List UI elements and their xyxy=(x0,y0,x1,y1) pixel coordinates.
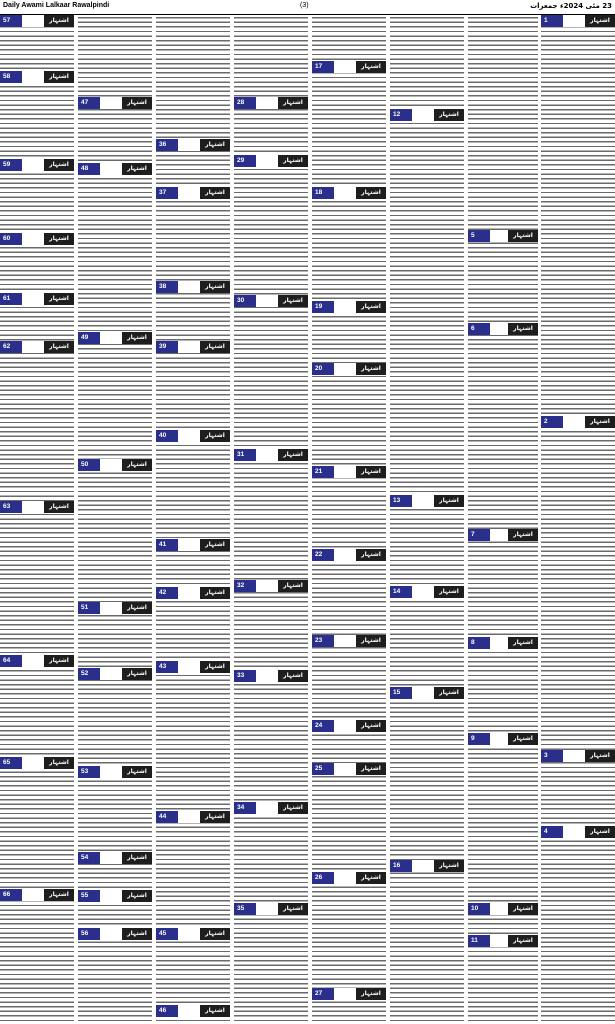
ad-header xyxy=(468,323,538,335)
ad-header-gap xyxy=(490,230,508,242)
ad-header xyxy=(312,301,386,313)
ad-category-label: اشتہار xyxy=(278,802,308,814)
ad-category-label: اشتہار xyxy=(585,416,615,428)
ad-header xyxy=(156,928,230,940)
ad-header-gap xyxy=(563,416,585,428)
ad-category-label: اشتہار xyxy=(44,71,74,83)
ad-number: 18 xyxy=(312,187,334,199)
ad-category-label: اشتہار xyxy=(122,97,152,109)
ad-category-label: اشتہار xyxy=(200,139,230,151)
ad-header-gap xyxy=(100,163,122,175)
ad-number: 41 xyxy=(156,539,178,551)
ad-category-label: اشتہار xyxy=(200,430,230,442)
ad-number: 55 xyxy=(78,890,100,902)
ad-header xyxy=(0,159,74,171)
ad-category-label: اشتہار xyxy=(122,602,152,614)
ad-number: 6 xyxy=(468,323,490,335)
ad-header xyxy=(541,826,615,838)
ad-header xyxy=(0,655,74,667)
ad-header xyxy=(234,155,308,167)
ad-header-gap xyxy=(256,449,278,461)
ad-number: 43 xyxy=(156,661,178,673)
ad-header xyxy=(78,602,152,614)
ad-header xyxy=(156,1005,230,1017)
ad-header-gap xyxy=(178,539,200,551)
ad-category-label: اشتہار xyxy=(356,363,386,375)
ad-header xyxy=(234,295,308,307)
ad-number: 51 xyxy=(78,602,100,614)
ad-header-gap xyxy=(334,872,356,884)
ad-category-label: اشتہار xyxy=(122,459,152,471)
ad-category-label: اشتہار xyxy=(278,903,308,915)
ad-header-gap xyxy=(334,763,356,775)
ad-category-label: اشتہار xyxy=(278,97,308,109)
ad-category-label: اشتہار xyxy=(508,903,538,915)
ad-number: 40 xyxy=(156,430,178,442)
ad-category-label: اشتہار xyxy=(200,187,230,199)
ad-header xyxy=(156,341,230,353)
ad-header-gap xyxy=(178,661,200,673)
ad-header-gap xyxy=(100,459,122,471)
ad-category-label: اشتہار xyxy=(122,890,152,902)
ad-header-gap xyxy=(22,159,44,171)
ad-category-label: اشتہار xyxy=(434,495,464,507)
ad-header-gap xyxy=(490,733,508,745)
ad-category-label: اشتہار xyxy=(434,586,464,598)
ad-number: 45 xyxy=(156,928,178,940)
column-4 xyxy=(234,15,308,1024)
ad-header xyxy=(78,163,152,175)
ad-header xyxy=(390,687,464,699)
ad-number: 13 xyxy=(390,495,412,507)
ad-header-gap xyxy=(22,889,44,901)
ad-header xyxy=(78,459,152,471)
ad-category-label: اشتہار xyxy=(356,61,386,73)
ad-header xyxy=(390,109,464,121)
ad-header-gap xyxy=(412,860,434,872)
ad-number: 28 xyxy=(234,97,256,109)
ad-header xyxy=(78,928,152,940)
ad-header-gap xyxy=(334,549,356,561)
ad-category-label: اشتہار xyxy=(585,826,615,838)
ad-number: 16 xyxy=(390,860,412,872)
ad-category-label: اشتہار xyxy=(200,811,230,823)
ad-number: 30 xyxy=(234,295,256,307)
ad-header-gap xyxy=(178,139,200,151)
ad-number: 32 xyxy=(234,580,256,592)
ad-category-label: اشتہار xyxy=(508,529,538,541)
ad-category-label: اشتہار xyxy=(44,501,74,513)
ad-number: 7 xyxy=(468,529,490,541)
column-1 xyxy=(0,15,74,1024)
ad-category-label: اشتہار xyxy=(278,580,308,592)
ad-number: 54 xyxy=(78,852,100,864)
ad-number: 10 xyxy=(468,903,490,915)
ad-header xyxy=(78,852,152,864)
ad-header-gap xyxy=(334,988,356,1000)
ad-header xyxy=(78,332,152,344)
ad-header-gap xyxy=(22,233,44,245)
ad-number: 52 xyxy=(78,668,100,680)
ad-number: 22 xyxy=(312,549,334,561)
ad-number: 15 xyxy=(390,687,412,699)
ad-category-label: اشتہار xyxy=(356,635,386,647)
ad-number: 26 xyxy=(312,872,334,884)
ad-category-label: اشتہار xyxy=(508,935,538,947)
ad-category-label: اشتہار xyxy=(434,860,464,872)
ad-header-gap xyxy=(100,852,122,864)
ad-number: 2 xyxy=(541,416,563,428)
ad-number: 29 xyxy=(234,155,256,167)
ad-number: 9 xyxy=(468,733,490,745)
ad-number: 5 xyxy=(468,230,490,242)
ad-header xyxy=(0,15,74,27)
ad-number: 24 xyxy=(312,720,334,732)
ad-number: 48 xyxy=(78,163,100,175)
ad-number: 12 xyxy=(390,109,412,121)
ad-header xyxy=(312,61,386,73)
ad-category-label: اشتہار xyxy=(44,293,74,305)
ad-header xyxy=(468,903,538,915)
ad-header-gap xyxy=(256,155,278,167)
ad-header-gap xyxy=(490,529,508,541)
ad-header-gap xyxy=(256,903,278,915)
ad-header xyxy=(234,802,308,814)
ad-number: 20 xyxy=(312,363,334,375)
ad-category-label: اشتہار xyxy=(508,230,538,242)
ad-number: 36 xyxy=(156,139,178,151)
ad-header xyxy=(78,766,152,778)
ad-category-label: اشتہار xyxy=(122,766,152,778)
ad-header xyxy=(390,586,464,598)
ad-header xyxy=(156,539,230,551)
ad-number: 44 xyxy=(156,811,178,823)
ad-header xyxy=(312,466,386,478)
ad-header-gap xyxy=(490,935,508,947)
ad-header xyxy=(78,890,152,902)
ad-category-label: اشتہار xyxy=(200,1005,230,1017)
ad-header xyxy=(156,139,230,151)
ad-header-gap xyxy=(178,341,200,353)
ad-header-gap xyxy=(256,97,278,109)
ad-category-label: اشتہار xyxy=(200,539,230,551)
ad-header-gap xyxy=(100,602,122,614)
ad-header-gap xyxy=(412,586,434,598)
ad-header-gap xyxy=(22,71,44,83)
ad-header-gap xyxy=(22,757,44,769)
ad-header-gap xyxy=(412,495,434,507)
ad-number: 59 xyxy=(0,159,22,171)
ad-header-gap xyxy=(100,332,122,344)
ad-header xyxy=(78,97,152,109)
ad-header-gap xyxy=(412,109,434,121)
ad-number: 37 xyxy=(156,187,178,199)
ad-header xyxy=(312,635,386,647)
ad-header-gap xyxy=(178,281,200,293)
ad-header-gap xyxy=(563,826,585,838)
ad-header-gap xyxy=(22,501,44,513)
ad-number: 62 xyxy=(0,341,22,353)
ad-header xyxy=(312,988,386,1000)
ad-number: 58 xyxy=(0,71,22,83)
ad-header-gap xyxy=(334,466,356,478)
ad-category-label: اشتہار xyxy=(44,15,74,27)
ad-header xyxy=(0,293,74,305)
ad-header xyxy=(312,720,386,732)
ad-number: 49 xyxy=(78,332,100,344)
ad-number: 23 xyxy=(312,635,334,647)
ad-header-gap xyxy=(178,928,200,940)
ad-header xyxy=(234,449,308,461)
ad-number: 66 xyxy=(0,889,22,901)
ad-category-label: اشتہار xyxy=(44,341,74,353)
ad-category-label: اشتہار xyxy=(44,889,74,901)
ad-category-label: اشتہار xyxy=(278,155,308,167)
ad-category-label: اشتہار xyxy=(122,163,152,175)
ad-number: 34 xyxy=(234,802,256,814)
ad-header xyxy=(156,587,230,599)
ad-number: 3 xyxy=(541,750,563,762)
ad-number: 61 xyxy=(0,293,22,305)
ad-header xyxy=(0,501,74,513)
ad-header xyxy=(234,580,308,592)
ad-header-gap xyxy=(256,295,278,307)
ad-category-label: اشتہار xyxy=(508,733,538,745)
ad-header xyxy=(0,233,74,245)
ad-category-label: اشتہار xyxy=(44,655,74,667)
ad-header xyxy=(156,281,230,293)
masthead xyxy=(0,0,615,15)
ad-header-gap xyxy=(178,187,200,199)
ad-number: 65 xyxy=(0,757,22,769)
ad-header-gap xyxy=(563,15,585,27)
ad-number: 31 xyxy=(234,449,256,461)
ad-header xyxy=(390,860,464,872)
ad-header xyxy=(312,549,386,561)
ad-number: 57 xyxy=(0,15,22,27)
ad-category-label: اشتہار xyxy=(585,15,615,27)
column-6 xyxy=(390,15,464,1024)
ad-header xyxy=(234,670,308,682)
column-8 xyxy=(541,15,615,1024)
ad-header-gap xyxy=(100,890,122,902)
ad-header-gap xyxy=(256,670,278,682)
ad-header-gap xyxy=(22,655,44,667)
ad-category-label: اشتہار xyxy=(508,637,538,649)
ad-header xyxy=(234,903,308,915)
ad-header xyxy=(0,71,74,83)
ad-header-gap xyxy=(178,1005,200,1017)
ad-category-label: اشتہار xyxy=(122,928,152,940)
ad-header xyxy=(156,430,230,442)
ad-header-gap xyxy=(100,668,122,680)
classified-columns xyxy=(0,15,615,1024)
ad-number: 11 xyxy=(468,935,490,947)
ad-number: 47 xyxy=(78,97,100,109)
ad-header-gap xyxy=(100,97,122,109)
page-number: (3) xyxy=(300,2,309,9)
ad-category-label: اشتہار xyxy=(278,670,308,682)
ad-category-label: اشتہار xyxy=(200,661,230,673)
ad-header-gap xyxy=(334,301,356,313)
ad-category-label: اشتہار xyxy=(356,466,386,478)
ad-category-label: اشتہار xyxy=(356,549,386,561)
ad-header-gap xyxy=(490,323,508,335)
ad-number: 50 xyxy=(78,459,100,471)
ad-number: 39 xyxy=(156,341,178,353)
ad-header-gap xyxy=(178,587,200,599)
ad-category-label: اشتہار xyxy=(122,668,152,680)
ad-header-gap xyxy=(412,687,434,699)
ad-number: 53 xyxy=(78,766,100,778)
column-2 xyxy=(78,15,152,1024)
ad-header xyxy=(156,187,230,199)
ad-number: 19 xyxy=(312,301,334,313)
ad-header xyxy=(312,187,386,199)
ad-category-label: اشتہار xyxy=(434,687,464,699)
ad-header-gap xyxy=(100,766,122,778)
ad-header-gap xyxy=(334,363,356,375)
ad-header-gap xyxy=(563,750,585,762)
ad-header-gap xyxy=(22,341,44,353)
ad-header xyxy=(468,935,538,947)
ad-header xyxy=(156,661,230,673)
ad-category-label: اشتہار xyxy=(585,750,615,762)
ad-number: 42 xyxy=(156,587,178,599)
ad-header xyxy=(312,872,386,884)
date-line: 23 مئی 2024ء جمعرات xyxy=(530,2,612,10)
ad-header-gap xyxy=(490,637,508,649)
ad-header-gap xyxy=(334,635,356,647)
ad-header xyxy=(0,757,74,769)
ad-category-label: اشتہار xyxy=(200,587,230,599)
ad-header-gap xyxy=(256,802,278,814)
ad-category-label: اشتہار xyxy=(44,757,74,769)
ad-category-label: اشتہار xyxy=(356,187,386,199)
ad-header-gap xyxy=(22,15,44,27)
ad-header xyxy=(78,668,152,680)
ad-category-label: اشتہار xyxy=(434,109,464,121)
ad-number: 60 xyxy=(0,233,22,245)
ad-header xyxy=(468,637,538,649)
ad-category-label: اشتہار xyxy=(200,341,230,353)
ad-header-gap xyxy=(490,903,508,915)
ad-header-gap xyxy=(22,293,44,305)
ad-category-label: اشتہار xyxy=(508,323,538,335)
ad-header xyxy=(0,341,74,353)
ad-category-label: اشتہار xyxy=(44,159,74,171)
ad-number: 64 xyxy=(0,655,22,667)
ad-category-label: اشتہار xyxy=(356,720,386,732)
ad-header xyxy=(541,416,615,428)
column-5 xyxy=(312,15,386,1024)
ad-category-label: اشتہار xyxy=(356,988,386,1000)
column-7 xyxy=(468,15,538,1024)
ad-header-gap xyxy=(178,811,200,823)
ad-header xyxy=(468,230,538,242)
ad-header-gap xyxy=(256,580,278,592)
ad-number: 21 xyxy=(312,466,334,478)
ad-number: 27 xyxy=(312,988,334,1000)
ad-number: 35 xyxy=(234,903,256,915)
ad-number: 17 xyxy=(312,61,334,73)
ad-number: 14 xyxy=(390,586,412,598)
ad-header xyxy=(468,529,538,541)
ad-header-gap xyxy=(334,720,356,732)
ad-header xyxy=(541,750,615,762)
ad-number: 38 xyxy=(156,281,178,293)
ad-header-gap xyxy=(100,928,122,940)
ad-number: 46 xyxy=(156,1005,178,1017)
ad-category-label: اشتہار xyxy=(278,295,308,307)
ad-header-gap xyxy=(334,187,356,199)
ad-header xyxy=(0,889,74,901)
ad-category-label: اشتہار xyxy=(356,763,386,775)
ad-category-label: اشتہار xyxy=(122,852,152,864)
ad-category-label: اشتہار xyxy=(122,332,152,344)
ad-category-label: اشتہار xyxy=(200,928,230,940)
ad-header xyxy=(468,733,538,745)
ad-number: 56 xyxy=(78,928,100,940)
ad-header-gap xyxy=(178,430,200,442)
column-3 xyxy=(156,15,230,1024)
ad-header xyxy=(234,97,308,109)
ad-header-gap xyxy=(334,61,356,73)
ad-header xyxy=(156,811,230,823)
ad-number: 25 xyxy=(312,763,334,775)
ad-category-label: اشتہار xyxy=(278,449,308,461)
ad-number: 8 xyxy=(468,637,490,649)
ad-number: 63 xyxy=(0,501,22,513)
ad-category-label: اشتہار xyxy=(200,281,230,293)
ad-category-label: اشتہار xyxy=(356,872,386,884)
ad-category-label: اشتہار xyxy=(44,233,74,245)
ad-header xyxy=(541,15,615,27)
ad-header xyxy=(312,363,386,375)
ad-number: 33 xyxy=(234,670,256,682)
ad-number: 4 xyxy=(541,826,563,838)
ad-category-label: اشتہار xyxy=(356,301,386,313)
ad-header xyxy=(312,763,386,775)
publication-name: Daily Awami Lalkaar Rawalpindi xyxy=(3,2,110,9)
ad-header xyxy=(390,495,464,507)
ad-number: 1 xyxy=(541,15,563,27)
